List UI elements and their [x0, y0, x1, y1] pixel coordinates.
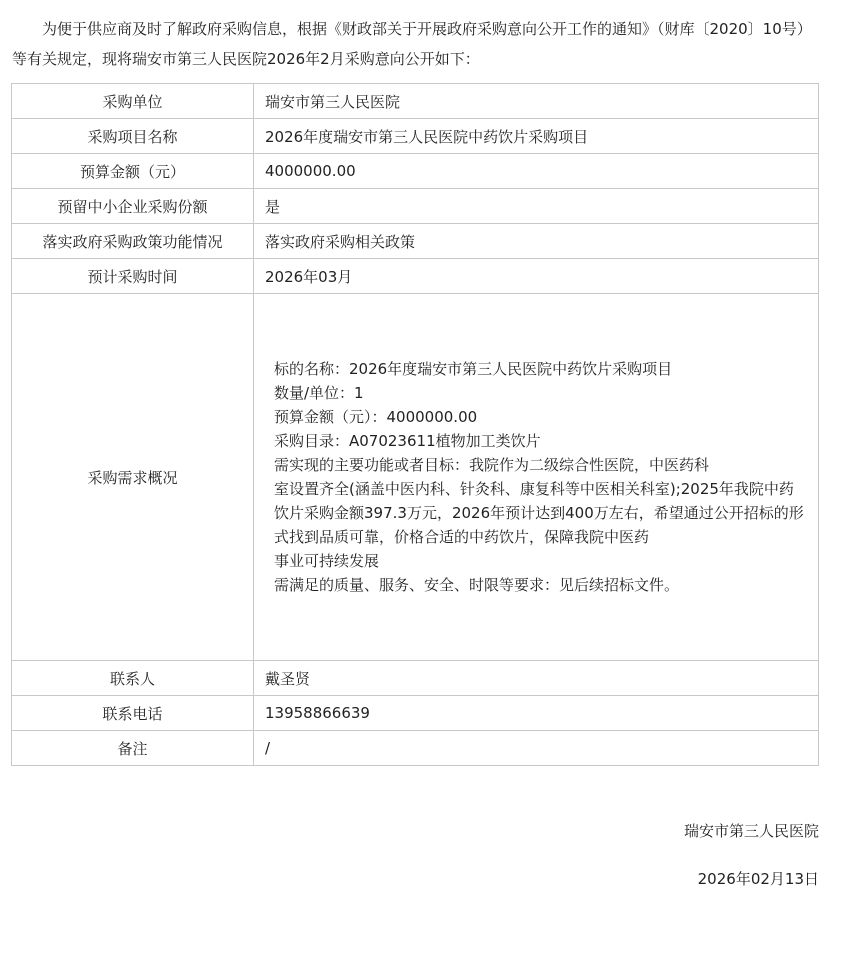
- footer-date: 2026年02月13日: [697, 870, 819, 888]
- table-row: [12, 189, 819, 224]
- table-row: [12, 84, 819, 119]
- row-label: 联系人: [12, 661, 254, 696]
- row-value: 落实政府采购相关政策: [254, 224, 819, 259]
- table-row: [12, 696, 819, 731]
- row-value: 2026年03月: [254, 259, 819, 294]
- requirement-cell: [254, 294, 819, 661]
- requirement-text: [265, 357, 818, 597]
- requirement-line: 数量/单位：1: [274, 384, 364, 402]
- row-label: 采购单位: [12, 84, 254, 119]
- requirement-line: 采购目录：A07023611植物加工类饮片: [274, 432, 541, 450]
- requirement-line: 需满足的质量、服务、安全、时限等要求：见后续招标文件。: [274, 576, 680, 594]
- intro-paragraph: 为便于供应商及时了解政府采购信息，根据《财政部关于开展政府采购意向公开工作的通知》（财库〔2020〕10号）等有关规定，现将瑞安市第三人民医院2026年2月采购意向公开如下：: [12, 20, 812, 68]
- requirement-line: 需实现的主要功能或者目标：我院作为二级综合性医院，中医药科: [274, 456, 710, 474]
- row-value: 瑞安市第三人民医院: [254, 84, 819, 119]
- row-label: 预计采购时间: [12, 259, 254, 294]
- footer-organization: 瑞安市第三人民医院: [683, 822, 819, 840]
- requirement-line: 标的名称：2026年度瑞安市第三人民医院中药饮片采购项目: [274, 360, 673, 378]
- requirement-row: [12, 294, 819, 661]
- row-label: 预留中小企业采购份额: [12, 189, 254, 224]
- procurement-table: [11, 83, 819, 766]
- table-row: [12, 224, 819, 259]
- row-value: 2026年度瑞安市第三人民医院中药饮片采购项目: [254, 119, 819, 154]
- row-value: 戴圣贤: [254, 661, 819, 696]
- table-row: [12, 119, 819, 154]
- table-row: [12, 154, 819, 189]
- table-row: [12, 661, 819, 696]
- requirement-line: 预算金额（元）：4000000.00: [274, 408, 478, 426]
- requirement-line: 事业可持续发展: [274, 552, 380, 570]
- row-label: 采购需求概况: [12, 294, 254, 661]
- row-value: 13958866639: [254, 696, 819, 731]
- table-row: [12, 259, 819, 294]
- row-label: 落实政府采购政策功能情况: [12, 224, 254, 259]
- row-label: 预算金额（元）: [12, 154, 254, 189]
- requirement-line: 室设置齐全(涵盖中医内科、针灸科、康复科等中医相关科室);2025年我院中药饮片采购金额397.3万元，2026年预计达到400万左右，希望通过公开招标的形式找到品质可靠，价格合适的中药饮片，保障我院中医药: [274, 480, 804, 546]
- row-label: 备注: [12, 731, 254, 766]
- table-row: [12, 731, 819, 766]
- row-label: 联系电话: [12, 696, 254, 731]
- row-value: /: [254, 731, 819, 766]
- row-label: 采购项目名称: [12, 119, 254, 154]
- row-value: 是: [254, 189, 819, 224]
- row-value: 4000000.00: [254, 154, 819, 189]
